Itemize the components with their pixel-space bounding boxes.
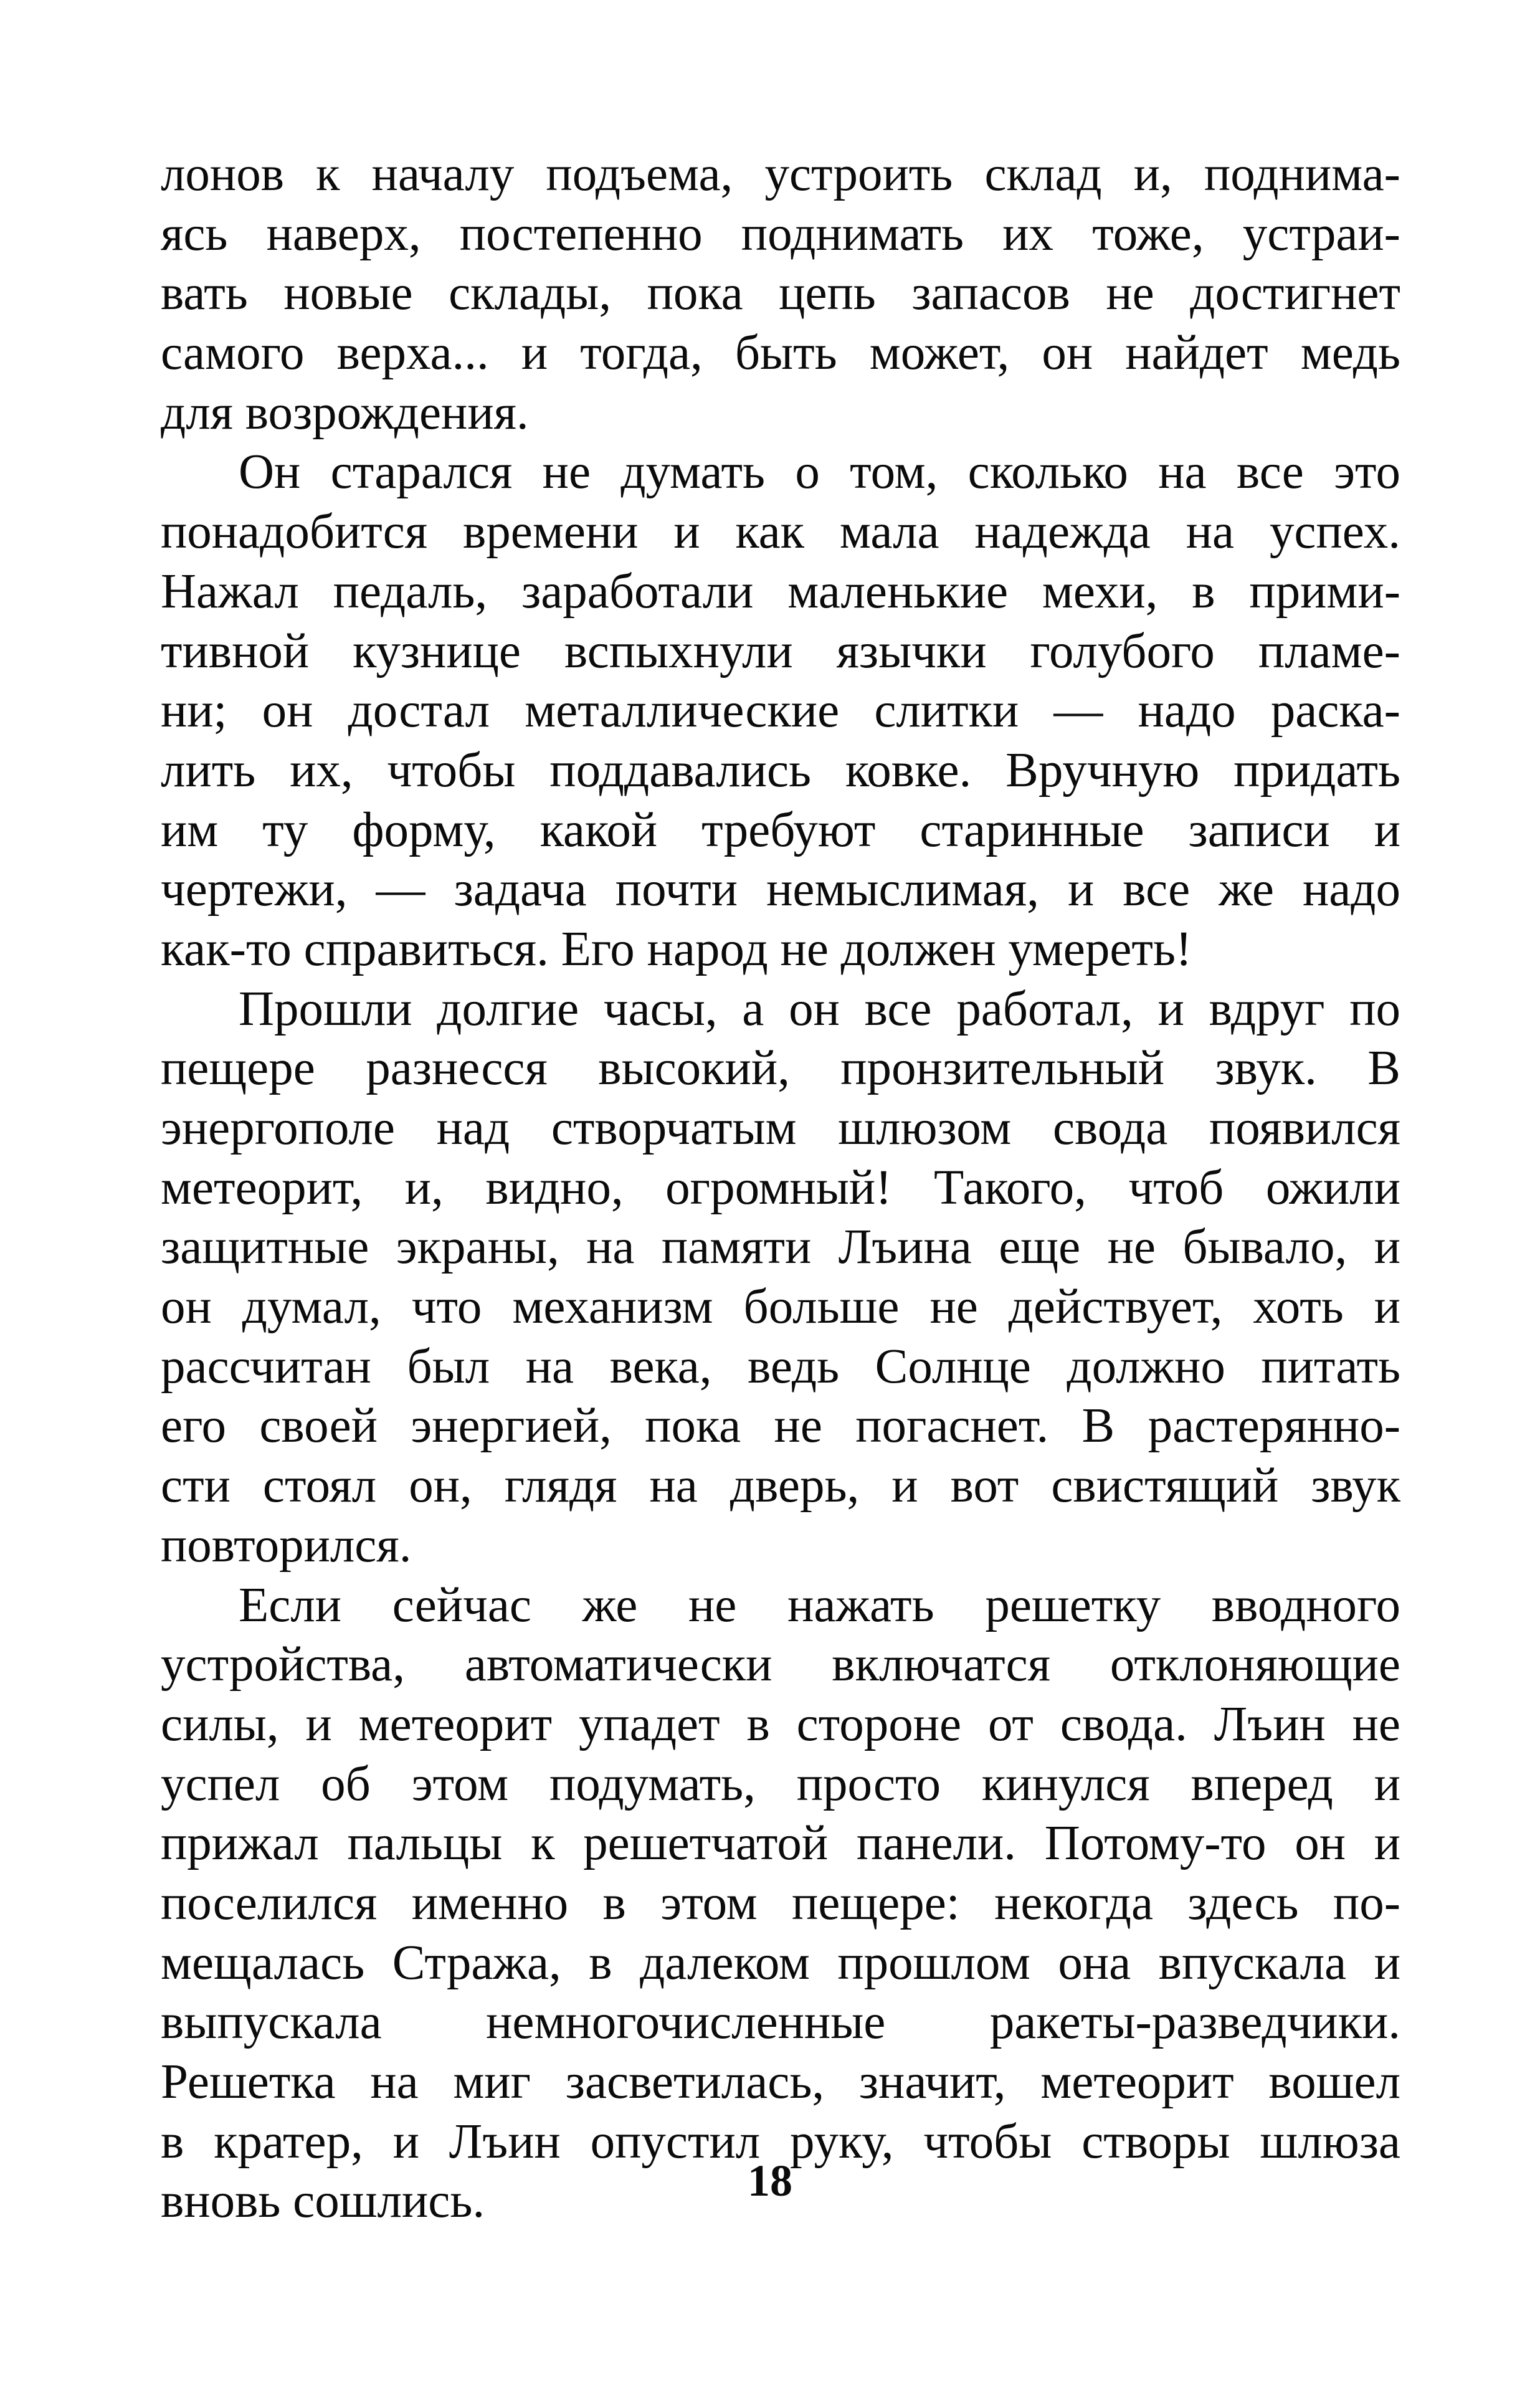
text-line: пещере разнесся высокий, пронзительный звук. В (161, 1041, 1400, 1096)
text-line: мещалась Стража, в далеком прошлом она впускала и (161, 1935, 1400, 1990)
paragraph-1 (161, 145, 1400, 442)
text-line: повторился. (161, 1518, 412, 1573)
page-number: 18 (748, 2156, 792, 2206)
text-line: лонов к началу подъема, устроить склад и, поднима- (161, 147, 1400, 201)
text-line: выпускала немногочисленные ракеты-разведчики. (161, 1995, 1400, 2050)
text-line: рассчитан был на века, ведь Солнце должно питать (161, 1339, 1400, 1394)
text-line: самого верха... и тогда, быть может, он найдет медь (161, 326, 1400, 381)
text-line: поселился именно в этом пещере: некогда здесь по- (161, 1875, 1400, 1930)
text-line: метеорит, и, видно, огромный! Такого, чтоб ожили (161, 1160, 1400, 1215)
text-line: успел об этом подумать, просто кинулся вперед и (161, 1756, 1400, 1811)
text-line: защитные экраны, на памяти Лъина еще не бывало, и (161, 1220, 1400, 1275)
text-line: ни; он достал металлические слитки — надо раска- (161, 683, 1400, 738)
body-text (161, 145, 1400, 2231)
text-line: Нажал педаль, заработали маленькие мехи, в прими- (161, 564, 1400, 619)
text-line: прижал пальцы к решетчатой панели. Потому-то он и (161, 1816, 1400, 1871)
paragraph-2 (161, 442, 1400, 979)
text-line: ясь наверх, постепенно поднимать их тоже, устраи- (161, 206, 1400, 261)
text-line: чертежи, — задача почти немыслимая, и все же надо (161, 862, 1400, 917)
text-line: он думал, что механизм больше не действует, хоть и (161, 1280, 1400, 1335)
text-line: его своей энергией, пока не погаснет. В растерянно- (161, 1399, 1400, 1454)
text-line: как-то справиться. Его народ не должен умереть! (161, 921, 1192, 976)
text-line: для возрождения. (161, 385, 529, 440)
text-line: Прошли долгие часы, а он все работал, и вдруг по (239, 981, 1400, 1036)
text-line: понадобится времени и как мала надежда на успех. (161, 505, 1400, 560)
text-line: тивной кузнице вспыхнули язычки голубого пламе- (161, 624, 1400, 679)
text-line: Он старался не думать о том, сколько на все это (239, 445, 1400, 500)
text-line: силы, и метеорит упадет в стороне от свода. Лъин не (161, 1697, 1400, 1751)
text-line: им ту форму, какой требуют старинные записи и (161, 802, 1400, 857)
paragraph-3 (161, 979, 1400, 1576)
text-line: Решетка на миг засветилась, значит, метеорит вошел (161, 2055, 1400, 2109)
text-line: сти стоял он, глядя на дверь, и вот свистящий звук (161, 1459, 1400, 1513)
text-line: устройства, автоматически включатся отклоняющие (161, 1637, 1400, 1692)
text-line: вновь сошлись. (161, 2174, 485, 2229)
text-line: Если сейчас же не нажать решетку вводного (239, 1578, 1400, 1632)
text-line: энергополе над створчатым шлюзом свода появился (161, 1101, 1400, 1155)
text-line: лить их, чтобы поддавались ковке. Вручную придать (161, 743, 1400, 798)
text-line: вать новые склады, пока цепь запасов не достигнет (161, 266, 1400, 321)
paragraph-4 (161, 1576, 1400, 2232)
text-line: в кратер, и Лъин опустил руку, чтобы створы шлюза (161, 2114, 1400, 2169)
